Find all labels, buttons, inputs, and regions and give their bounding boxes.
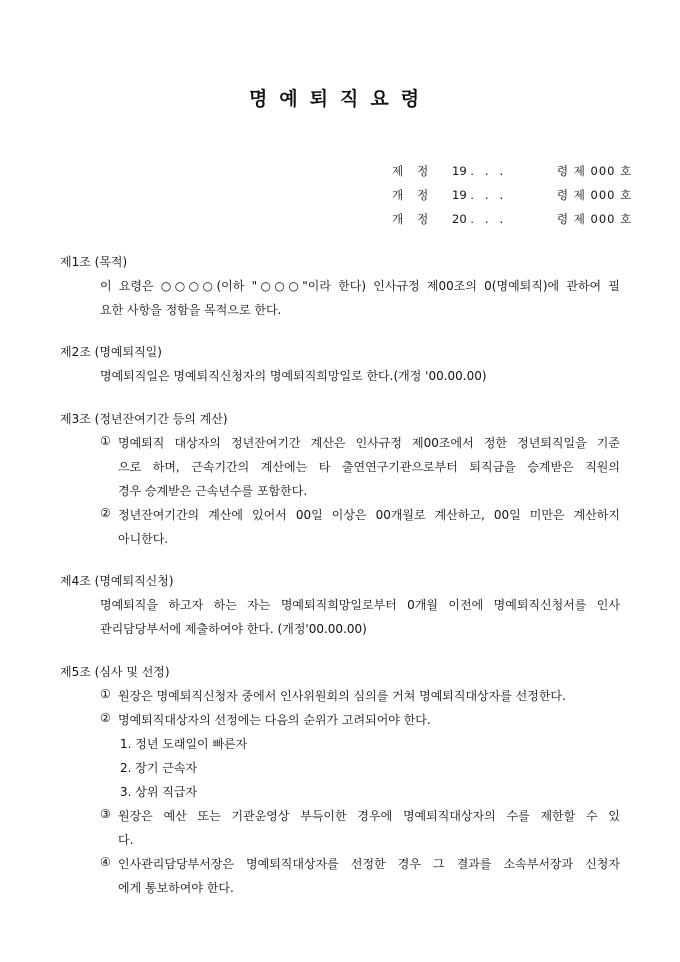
- history-label: 제정: [392, 164, 443, 178]
- article-4-line: 관리담당부서에 제출하여야 한다. (개정'00.00.00): [100, 622, 367, 636]
- article-3-title: 제3조 (정년잔여기간 등의 계산): [60, 412, 228, 426]
- history-number: 령 제 000 호: [557, 188, 633, 202]
- article-1-line: 요한 사항을 정함을 목적으로 한다.: [100, 303, 282, 317]
- history-row: [392, 163, 632, 179]
- article-4-line: 명예퇴직을 하고자 하는 자는 명예퇴직희망일로부터 0개월 이전에 명예퇴직신청서를 인사: [100, 598, 620, 612]
- clause-line: 으로 하며, 근속기간의 계산에는 타 출연연구기관으로부터 퇴직금을 승계받은 직원의: [118, 460, 620, 474]
- priority-item: 3. 상위 직급자: [120, 785, 198, 799]
- clause-line: 명예퇴직대상자의 선정에는 다음의 순위가 고려되어야 한다.: [118, 713, 431, 727]
- priority-item: 2. 장기 근속자: [120, 761, 198, 775]
- history-date: 19 . . .: [452, 188, 504, 202]
- history-date: 20 . . .: [452, 212, 504, 226]
- clause-line: 원장은 명예퇴직신청자 중에서 인사위원회의 심의를 거쳐 명예퇴직대상자를 선정한다.: [118, 689, 566, 703]
- article-5-title: 제5조 (심사 및 선정): [60, 665, 170, 679]
- article-2-line: 명예퇴직일은 명예퇴직신청자의 명예퇴직희망일로 한다.(개정 '00.00.00): [100, 369, 487, 383]
- clause-marker: ②: [100, 506, 111, 520]
- history-date: 19 . . .: [452, 164, 504, 178]
- clause-marker: ①: [100, 434, 111, 448]
- priority-item: 1. 정년 도래일이 빠른자: [120, 737, 248, 751]
- article-1-title: 제1조 (목적): [60, 255, 128, 269]
- clause-line: 경우 승계받은 근속년수를 포함한다.: [118, 484, 308, 498]
- clause-marker: ③: [100, 807, 111, 821]
- history-label: 개정: [392, 188, 443, 202]
- clause-line: 다.: [118, 833, 134, 847]
- history-label: 개정: [392, 212, 443, 226]
- history-number: 령 제 000 호: [557, 212, 633, 226]
- clause-marker: ④: [100, 855, 111, 869]
- clause-line: 원장은 예산 또는 기관운영상 부득이한 경우에 명예퇴직대상자의 수를 제한할 수 있: [118, 809, 620, 823]
- article-4-title: 제4조 (명예퇴직신청): [60, 574, 174, 588]
- clause-line: 아니한다.: [118, 532, 169, 546]
- document-title: 명예퇴직요령: [248, 88, 432, 110]
- history-number: 령 제 000 호: [557, 164, 633, 178]
- clause-line: 명예퇴직 대상자의 정년잔여기간 계산은 인사규정 제00조에서 정한 정년퇴직일을 기준: [118, 436, 620, 450]
- article-2-title: 제2조 (명예퇴직일): [60, 345, 162, 359]
- history-row: [392, 187, 632, 203]
- clause-line: 인사관리담당부서장은 명예퇴직대상자를 선정한 경우 그 결과를 소속부서장과 신청자: [118, 857, 620, 871]
- history-row: [392, 211, 632, 227]
- clause-marker: ②: [100, 711, 111, 725]
- clause-line: 에게 통보하여야 한다.: [118, 881, 234, 895]
- clause-line: 정년잔여기간의 계산에 있어서 00일 이상은 00개월로 계산하고, 00일 미만은 계산하지: [118, 508, 620, 522]
- clause-marker: ①: [100, 687, 111, 701]
- article-1-line: 이 요령은 ○○○○(이하 "○○○"이라 한다) 인사규정 제00조의 0(명예퇴직)에 관하여 필: [100, 279, 620, 293]
